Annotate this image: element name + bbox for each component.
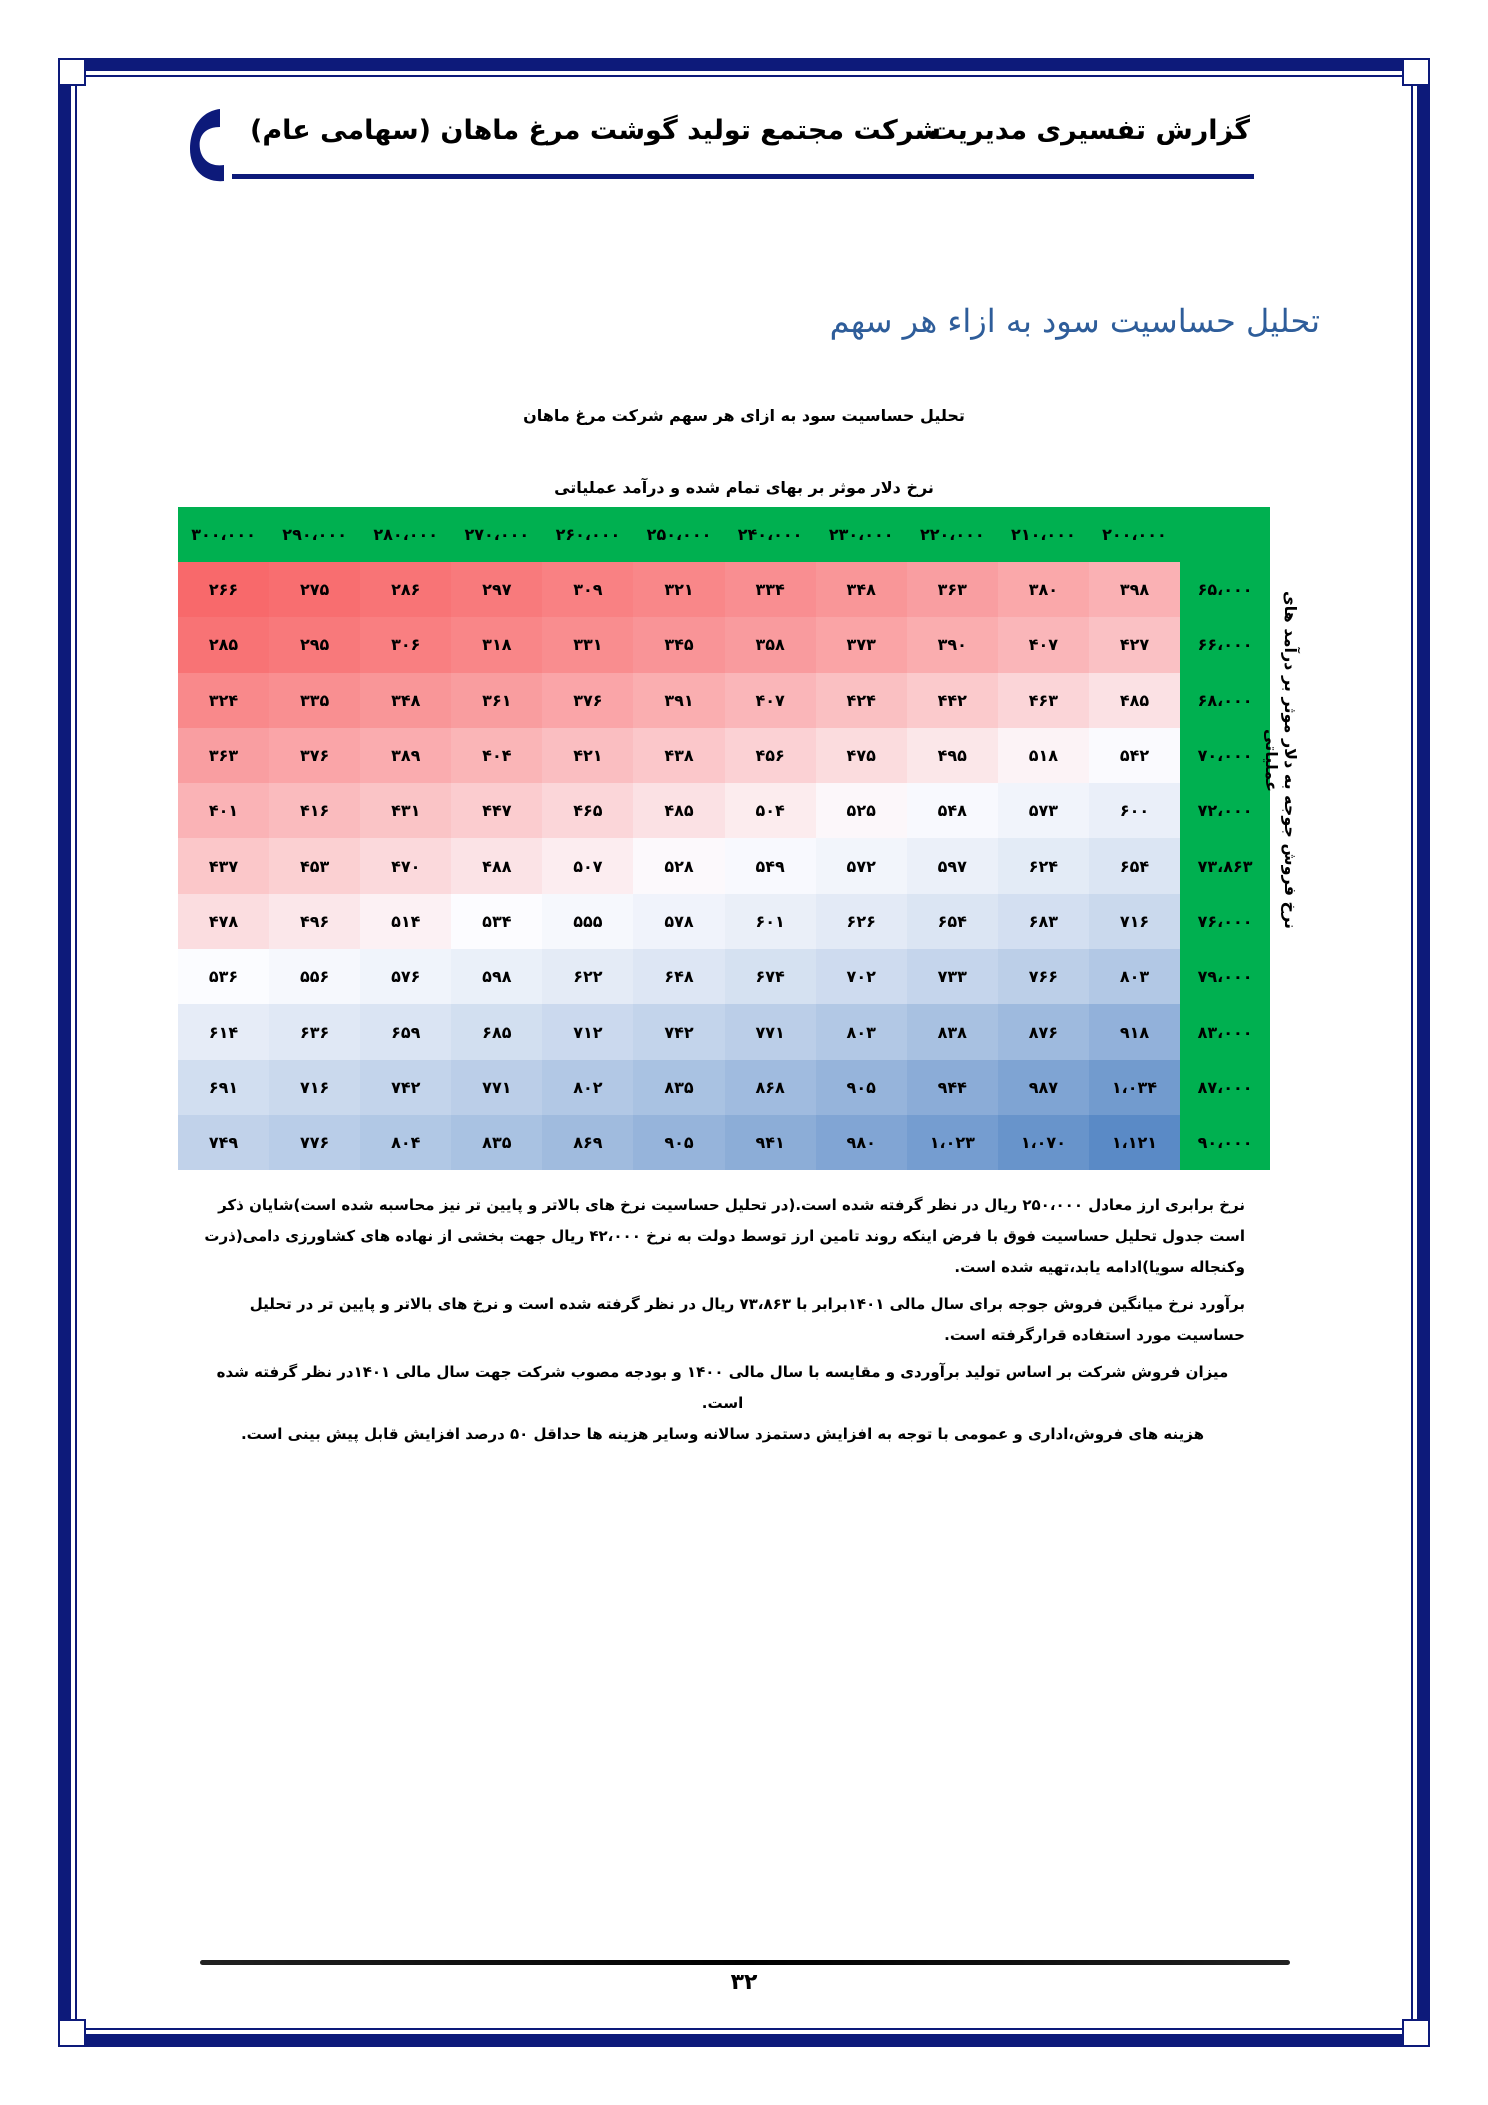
table-cell: ۶۹۱ (178, 1060, 269, 1115)
table-cell: ۴۵۳ (269, 838, 360, 893)
table-cell: ۵۳۴ (451, 894, 542, 949)
table-cell: ۷۱۲ (542, 1004, 633, 1059)
table-cell: ۴۷۸ (178, 894, 269, 949)
footer-divider (200, 1960, 1290, 1965)
table-cell: ۴۸۵ (1089, 673, 1180, 728)
table-cell: ۶۵۴ (907, 894, 998, 949)
table-cell: ۸۶۸ (725, 1060, 816, 1115)
note-4: هزینه های فروش،اداری و عمومی با توجه به افزایش دستمزد سالانه وسایر هزینه ها حداقل ۵۰ درصد افزایش قابل پیش بینی است. (240, 1425, 1205, 1443)
table-cell: ۳۷۶ (542, 673, 633, 728)
table-cell: ۴۲۷ (1089, 617, 1180, 672)
table-cell: ۲۹۷ (451, 562, 542, 617)
border-corner (1402, 58, 1430, 86)
column-header: ۲۱۰،۰۰۰ (998, 507, 1089, 562)
table-cell: ۱،۰۷۰ (998, 1115, 1089, 1170)
table-cell: ۸۰۳ (1089, 949, 1180, 1004)
table-cell: ۴۰۷ (998, 617, 1089, 672)
column-header: ۲۴۰،۰۰۰ (725, 507, 816, 562)
table-cell: ۶۰۱ (725, 894, 816, 949)
column-header: ۲۹۰،۰۰۰ (269, 507, 360, 562)
table-cell: ۲۹۵ (269, 617, 360, 672)
column-header: ۲۷۰،۰۰۰ (451, 507, 542, 562)
table-cell: ۴۱۶ (269, 783, 360, 838)
table-cell: ۳۳۱ (542, 617, 633, 672)
table-cell: ۶۸۵ (451, 1004, 542, 1059)
table-cell: ۵۲۵ (816, 783, 907, 838)
table-cell: ۴۰۱ (178, 783, 269, 838)
table-cell: ۳۰۹ (542, 562, 633, 617)
table-cell: ۷۴۲ (633, 1004, 724, 1059)
border-corner (58, 58, 86, 86)
table-cell: ۶۲۶ (816, 894, 907, 949)
table-cell: ۲۷۵ (269, 562, 360, 617)
table-cell: ۳۴۵ (633, 617, 724, 672)
table-cell: ۷۷۶ (269, 1115, 360, 1170)
table-cell: ۶۲۴ (998, 838, 1089, 893)
table-cell: ۳۴۸ (816, 562, 907, 617)
column-header: ۳۰۰،۰۰۰ (178, 507, 269, 562)
note-3: میزان فروش شرکت بر اساس تولید برآوردی و مقایسه با سال مالی ۱۴۰۰ و بودجه مصوب شرکت جهت سال مالی ۱۴۰۱در نظر گرفته شده است. (216, 1363, 1229, 1412)
row-header: ۸۷،۰۰۰ (1180, 1060, 1270, 1115)
table-cell: ۵۹۷ (907, 838, 998, 893)
table-cell: ۱،۱۲۱ (1089, 1115, 1180, 1170)
table-cell: ۸۳۵ (451, 1115, 542, 1170)
column-header: ۲۳۰،۰۰۰ (816, 507, 907, 562)
table-cell: ۸۳۵ (633, 1060, 724, 1115)
column-header: ۲۸۰،۰۰۰ (360, 507, 451, 562)
table-cell: ۴۶۵ (542, 783, 633, 838)
row-header: ۸۳،۰۰۰ (1180, 1004, 1270, 1059)
table-cell: ۵۴۲ (1089, 728, 1180, 783)
table-cell: ۴۹۶ (269, 894, 360, 949)
table-cell: ۳۳۵ (269, 673, 360, 728)
table-cell: ۳۲۴ (178, 673, 269, 728)
table-cell: ۴۵۶ (725, 728, 816, 783)
table-cell: ۶۷۴ (725, 949, 816, 1004)
table-title: تحلیل حساسیت سود به ازای هر سهم شرکت مرغ ماهان (523, 406, 965, 425)
page-number: ۳۲ (730, 1970, 758, 1995)
table-cell: ۳۲۱ (633, 562, 724, 617)
column-header: ۲۶۰،۰۰۰ (542, 507, 633, 562)
header-divider (232, 174, 1254, 179)
table-cell: ۶۳۶ (269, 1004, 360, 1059)
row-header: ۹۰،۰۰۰ (1180, 1115, 1270, 1170)
table-cell: ۴۳۷ (178, 838, 269, 893)
table-cell: ۵۴۹ (725, 838, 816, 893)
table-cell: ۳۴۸ (360, 673, 451, 728)
table-cell: ۴۳۱ (360, 783, 451, 838)
table-cell: ۳۹۸ (1089, 562, 1180, 617)
table-cell: ۴۷۰ (360, 838, 451, 893)
table-cell: ۵۷۶ (360, 949, 451, 1004)
table-cell: ۵۳۶ (178, 949, 269, 1004)
row-header: ۷۲،۰۰۰ (1180, 783, 1270, 838)
company-logo-icon (190, 105, 230, 185)
table-cell: ۶۴۸ (633, 949, 724, 1004)
table-cell: ۵۵۶ (269, 949, 360, 1004)
sensitivity-table (178, 507, 1270, 1170)
table-cell: ۶۵۹ (360, 1004, 451, 1059)
table-cell: ۹۰۵ (816, 1060, 907, 1115)
table-cell: ۴۴۲ (907, 673, 998, 728)
section-title: تحلیل حساسیت سود به ازاء هر سهم (829, 302, 1320, 340)
table-cell: ۵۷۸ (633, 894, 724, 949)
border-corner (1402, 2019, 1430, 2047)
table-cell: ۴۸۵ (633, 783, 724, 838)
table-cell: ۳۸۰ (998, 562, 1089, 617)
table-cell: ۵۷۳ (998, 783, 1089, 838)
row-header: ۷۹،۰۰۰ (1180, 949, 1270, 1004)
table-cell: ۲۸۵ (178, 617, 269, 672)
table-cell: ۳۹۱ (633, 673, 724, 728)
table-cell: ۸۰۳ (816, 1004, 907, 1059)
report-title: گزارش تفسیری مدیریت (929, 115, 1250, 146)
table-cell: ۳۷۳ (816, 617, 907, 672)
table-cell: ۸۰۲ (542, 1060, 633, 1115)
notes (200, 1190, 1245, 1456)
table-cell: ۱،۰۳۴ (1089, 1060, 1180, 1115)
table-cell: ۹۴۴ (907, 1060, 998, 1115)
table-cell: ۴۹۵ (907, 728, 998, 783)
table-cell: ۷۰۲ (816, 949, 907, 1004)
table-cell: ۳۱۸ (451, 617, 542, 672)
table-cell: ۶۸۳ (998, 894, 1089, 949)
table-cell: ۴۶۳ (998, 673, 1089, 728)
table-cell: ۷۴۹ (178, 1115, 269, 1170)
table-cell: ۷۳۳ (907, 949, 998, 1004)
table-cell: ۴۳۸ (633, 728, 724, 783)
table-cell: ۵۱۸ (998, 728, 1089, 783)
table-cell: ۹۸۰ (816, 1115, 907, 1170)
table-cell: ۴۰۴ (451, 728, 542, 783)
table-cell: ۲۸۶ (360, 562, 451, 617)
table-cell: ۵۲۸ (633, 838, 724, 893)
table-cell: ۷۶۶ (998, 949, 1089, 1004)
table-cell: ۳۶۳ (178, 728, 269, 783)
row-axis-label: نرخ فروش جوجه به دلار موثر بر درآمد های عملیاتی (1262, 590, 1300, 930)
column-axis-label: نرخ دلار موثر بر بهای تمام شده و درآمد عملیاتی (554, 478, 934, 497)
row-header: ۶۵،۰۰۰ (1180, 562, 1270, 617)
table-cell: ۶۰۰ (1089, 783, 1180, 838)
table-cell: ۵۱۴ (360, 894, 451, 949)
table-cell: ۴۷۵ (816, 728, 907, 783)
column-header: ۲۵۰،۰۰۰ (633, 507, 724, 562)
table-cell: ۴۲۱ (542, 728, 633, 783)
row-header: ۷۳،۸۶۳ (1180, 838, 1270, 893)
table-cell: ۷۱۶ (1089, 894, 1180, 949)
table-cell: ۵۷۲ (816, 838, 907, 893)
table-cell: ۶۵۴ (1089, 838, 1180, 893)
table-cell: ۱،۰۲۳ (907, 1115, 998, 1170)
row-header: ۶۸،۰۰۰ (1180, 673, 1270, 728)
table-cell: ۳۶۱ (451, 673, 542, 728)
table-cell: ۴۴۷ (451, 783, 542, 838)
table-cell: ۹۰۵ (633, 1115, 724, 1170)
table-cell: ۸۶۹ (542, 1115, 633, 1170)
row-header: ۷۰،۰۰۰ (1180, 728, 1270, 783)
table-cell: ۸۳۸ (907, 1004, 998, 1059)
row-header: ۶۶،۰۰۰ (1180, 617, 1270, 672)
table-cell: ۸۷۶ (998, 1004, 1089, 1059)
note-1: نرخ برابری ارز معادل ۲۵۰،۰۰۰ ریال در نظر گرفته شده است.(در تحلیل حساسیت نرخ های بالاتر و پایین تر نیز محاسبه شده است)شایان ذکر است جدول تحلیل حساسیت فوق با فرض اینکه روند تامین ارز توسط دولت به نرخ ۴۲،۰۰۰ ریال جهت بخشی از نهاده های کشاورزی دامی(ذرت وکنجاله سویا)ادامه یابد،تهیه شده است. (204, 1196, 1245, 1276)
table-cell: ۷۴۲ (360, 1060, 451, 1115)
table-cell: ۹۸۷ (998, 1060, 1089, 1115)
table-cell: ۳۶۳ (907, 562, 998, 617)
table-cell: ۳۰۶ (360, 617, 451, 672)
table-cell: ۵۹۸ (451, 949, 542, 1004)
table-cell: ۲۶۶ (178, 562, 269, 617)
table-cell: ۶۲۲ (542, 949, 633, 1004)
table-cell: ۷۷۱ (725, 1004, 816, 1059)
table-cell: ۹۱۸ (1089, 1004, 1180, 1059)
table-cell: ۵۰۴ (725, 783, 816, 838)
table-cell: ۸۰۴ (360, 1115, 451, 1170)
table-cell: ۶۱۴ (178, 1004, 269, 1059)
table-cell: ۷۱۶ (269, 1060, 360, 1115)
table-cell: ۳۷۶ (269, 728, 360, 783)
corner-header (1180, 507, 1270, 562)
table-cell: ۹۴۱ (725, 1115, 816, 1170)
table-cell: ۵۰۷ (542, 838, 633, 893)
table-cell: ۴۸۸ (451, 838, 542, 893)
border-corner (58, 2019, 86, 2047)
table-cell: ۳۹۰ (907, 617, 998, 672)
row-header: ۷۶،۰۰۰ (1180, 894, 1270, 949)
note-2: برآورد نرخ میانگین فروش جوجه برای سال مالی ۱۴۰۱برابر با ۷۳،۸۶۳ ریال در نظر گرفته شده است و نرخ های بالاتر و پایین تر در تحلیل حساسیت مورد استفاده قرارگرفته است. (249, 1295, 1245, 1344)
column-header: ۲۲۰،۰۰۰ (907, 507, 998, 562)
table-cell: ۳۵۸ (725, 617, 816, 672)
table-cell: ۳۸۹ (360, 728, 451, 783)
table-cell: ۳۳۴ (725, 562, 816, 617)
table-cell: ۴۰۷ (725, 673, 816, 728)
table-cell: ۵۴۸ (907, 783, 998, 838)
company-name: شرکت مجتمع تولید گوشت مرغ ماهان (سهامی عام) (250, 115, 942, 146)
table-cell: ۷۷۱ (451, 1060, 542, 1115)
table-cell: ۴۲۴ (816, 673, 907, 728)
table-cell: ۵۵۵ (542, 894, 633, 949)
column-header: ۲۰۰،۰۰۰ (1089, 507, 1180, 562)
